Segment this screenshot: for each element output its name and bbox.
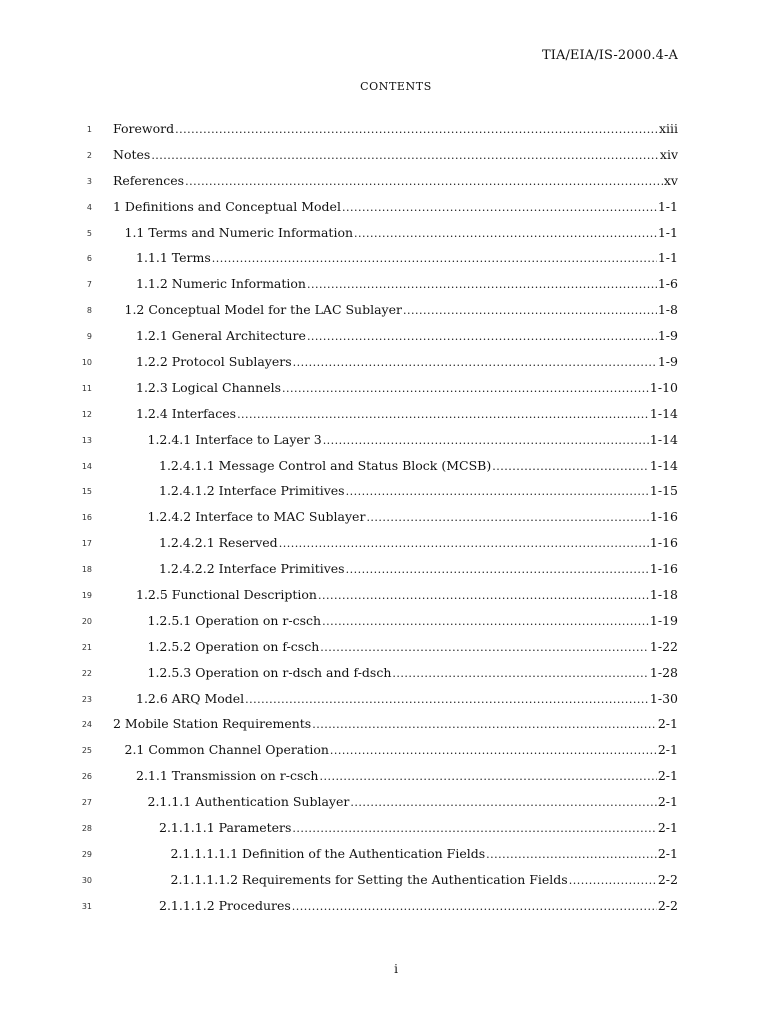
dot-leader <box>366 511 648 524</box>
toc-entry[interactable] <box>136 406 678 421</box>
toc-row <box>0 401 768 427</box>
toc-row <box>0 660 768 686</box>
toc-entry[interactable] <box>136 768 678 783</box>
toc-row <box>0 504 768 530</box>
toc-entry-title: Notes <box>113 146 151 162</box>
line-number: 2 <box>86 150 92 160</box>
toc-entry[interactable] <box>159 898 678 913</box>
line-number: 3 <box>86 176 92 186</box>
line-number: 27 <box>81 798 92 808</box>
toc-entry-title: 1.2.4.1.2 Interface Primitives <box>159 483 345 499</box>
toc-row <box>0 245 768 271</box>
toc-entry[interactable] <box>148 613 679 628</box>
toc-entry-page: 1-30 <box>649 690 678 706</box>
line-number: 10 <box>81 358 92 368</box>
dot-leader <box>307 330 657 343</box>
toc-entry-title: 1.2.4.1 Interface to Layer 3 <box>147 431 322 447</box>
line-number: 19 <box>81 591 92 601</box>
line-number: 13 <box>81 435 92 445</box>
toc-entry[interactable] <box>148 665 679 680</box>
toc-entry[interactable] <box>113 147 678 162</box>
toc-entry[interactable] <box>136 276 678 291</box>
toc-entry[interactable] <box>159 458 678 473</box>
dot-leader <box>312 718 657 731</box>
toc-row <box>0 478 768 504</box>
toc-entry[interactable] <box>136 354 678 369</box>
dot-leader <box>175 123 658 136</box>
toc-row <box>0 194 768 220</box>
toc-row <box>0 893 768 919</box>
line-number: 31 <box>81 901 92 911</box>
dot-leader <box>282 382 649 395</box>
toc-row <box>0 453 768 479</box>
dot-leader <box>320 641 649 654</box>
toc-entry[interactable] <box>113 199 678 214</box>
toc-entry-title: 1.2.5.1 Operation on r-csch <box>147 612 322 628</box>
toc-entry-title: 2.1 Common Channel Operation <box>124 742 329 758</box>
line-number: 20 <box>81 616 92 626</box>
line-number: 5 <box>86 228 92 238</box>
toc-entry-title: 2 Mobile Station Requirements <box>113 716 312 732</box>
toc-entry-page: 1-9 <box>657 354 678 370</box>
dot-leader <box>318 589 649 602</box>
table-of-contents <box>0 116 768 919</box>
toc-entry-title: 1.2.5 Functional Description <box>136 587 317 603</box>
toc-entry-page: 1-16 <box>649 561 678 577</box>
dot-leader <box>392 667 649 680</box>
toc-entry-page: 2-1 <box>657 794 678 810</box>
toc-entry-page: 1-1 <box>657 250 678 266</box>
toc-entry[interactable] <box>136 691 678 706</box>
line-number: 28 <box>81 824 92 834</box>
toc-entry[interactable] <box>113 716 678 731</box>
line-number: 1 <box>86 125 92 134</box>
toc-entry-page: 2-2 <box>657 871 678 887</box>
page-number-footer: i <box>394 962 398 976</box>
toc-entry-title: 1.2.4.1.1 Message Control and Status Block (MCSB) <box>159 457 492 473</box>
page-title: CONTENTS <box>360 80 432 93</box>
toc-entry-page: 1-6 <box>657 276 678 292</box>
toc-entry-page: 1-15 <box>649 483 678 499</box>
toc-entry-page: 2-1 <box>657 716 678 732</box>
line-number: 30 <box>81 875 92 885</box>
line-number: 29 <box>81 849 92 859</box>
dot-leader <box>330 744 657 757</box>
toc-entry-page: 2-1 <box>657 845 678 861</box>
toc-entry-title: 1.2.4 Interfaces <box>136 405 237 421</box>
dot-leader <box>292 900 657 913</box>
toc-entry[interactable] <box>148 509 679 524</box>
toc-entry-title: 1.2.5.3 Operation on r-dsch and f-dsch <box>147 664 392 680</box>
document-header-id: TIA/EIA/IS-2000.4-A <box>541 48 678 63</box>
line-number: 15 <box>81 487 92 497</box>
toc-entry-page: 1-22 <box>649 638 678 654</box>
toc-entry-page: 1-1 <box>657 198 678 214</box>
dot-leader <box>492 460 649 473</box>
toc-entry-page: 2-1 <box>657 820 678 836</box>
toc-row <box>0 686 768 712</box>
toc-entry[interactable] <box>113 121 678 136</box>
dot-leader <box>307 278 657 291</box>
toc-entry[interactable] <box>148 794 679 809</box>
toc-row <box>0 789 768 815</box>
line-number: 17 <box>81 539 92 549</box>
line-number: 22 <box>81 668 92 678</box>
toc-row <box>0 711 768 737</box>
toc-entry-title: 1.2.4.2 Interface to MAC Sublayer <box>147 509 366 525</box>
toc-entry-page: 2-2 <box>657 897 678 913</box>
toc-row <box>0 737 768 763</box>
toc-row <box>0 608 768 634</box>
dot-leader <box>354 227 657 240</box>
line-number: 18 <box>81 565 92 575</box>
toc-entry[interactable] <box>125 225 679 240</box>
line-number: 6 <box>86 254 92 264</box>
toc-entry-title: 1.2.5.2 Operation on f-csch <box>147 638 320 654</box>
dot-leader <box>346 563 649 576</box>
toc-entry-title: 2.1.1.1.1.1 Definition of the Authentication Fields <box>170 845 486 861</box>
toc-entry-title: 2.1.1.1.2 Procedures <box>159 897 291 913</box>
toc-row <box>0 375 768 401</box>
toc-row <box>0 582 768 608</box>
toc-row <box>0 634 768 660</box>
toc-entry-page: 1-18 <box>649 587 678 603</box>
line-number: 9 <box>86 332 92 342</box>
line-number: 4 <box>86 202 92 212</box>
line-number: 23 <box>81 694 92 704</box>
toc-entry-page: 1-8 <box>657 302 678 318</box>
toc-entry[interactable] <box>125 302 679 317</box>
toc-entry-title: 1.2.1 General Architecture <box>136 328 306 344</box>
toc-entry[interactable] <box>159 535 678 550</box>
dot-leader <box>279 537 649 550</box>
toc-entry-page: 1-10 <box>649 379 678 395</box>
toc-entry-title: 2.1.1.1 Authentication Sublayer <box>147 794 350 810</box>
toc-row <box>0 349 768 375</box>
dot-leader <box>569 874 657 887</box>
dot-leader <box>322 615 649 628</box>
toc-entry-title: 1.2 Conceptual Model for the LAC Sublayer <box>124 302 402 318</box>
line-number: 16 <box>81 513 92 523</box>
toc-entry[interactable] <box>125 742 679 757</box>
dot-leader <box>185 175 663 188</box>
toc-entry-title: 1.2.3 Logical Channels <box>136 379 282 395</box>
line-number: 11 <box>81 383 92 393</box>
toc-row <box>0 556 768 582</box>
toc-row <box>0 271 768 297</box>
toc-entry-title: References <box>113 172 185 188</box>
toc-entry-page: xiv <box>659 146 678 162</box>
toc-entry[interactable] <box>159 820 678 835</box>
dot-leader <box>486 848 657 861</box>
toc-entry-title: Foreword <box>113 121 175 136</box>
dot-leader <box>323 434 649 447</box>
dot-leader <box>151 149 659 162</box>
toc-entry-page: 2-1 <box>657 742 678 758</box>
toc-entry-title: 1.1.2 Numeric Information <box>136 276 306 292</box>
line-number: 8 <box>86 306 92 316</box>
line-number: 26 <box>81 772 92 782</box>
toc-row <box>0 841 768 867</box>
toc-entry-title: 1 Definitions and Conceptual Model <box>113 198 341 214</box>
toc-entry-page: 1-14 <box>649 431 678 447</box>
dot-leader <box>350 796 657 809</box>
toc-entry-title: 1.1.1 Terms <box>136 250 211 266</box>
toc-entry-title: 1.2.6 ARQ Model <box>136 690 245 706</box>
toc-entry[interactable] <box>113 173 678 188</box>
toc-entry-page: 1-1 <box>657 224 678 240</box>
line-number: 7 <box>86 280 92 290</box>
toc-row <box>0 116 768 142</box>
toc-entry-page: 1-14 <box>649 405 678 421</box>
toc-entry-page: xiii <box>658 121 678 136</box>
toc-row <box>0 867 768 893</box>
toc-entry[interactable] <box>171 846 679 861</box>
toc-entry-page: 1-14 <box>649 457 678 473</box>
toc-entry-title: 1.1 Terms and Numeric Information <box>124 224 354 240</box>
toc-entry[interactable] <box>136 250 678 265</box>
toc-row <box>0 168 768 194</box>
toc-entry[interactable] <box>171 872 679 887</box>
toc-entry[interactable] <box>148 639 679 654</box>
toc-entry-title: 2.1.1.1.1 Parameters <box>159 820 292 836</box>
dot-leader <box>346 485 649 498</box>
toc-entry-title: 2.1.1 Transmission on r-csch <box>136 768 319 784</box>
line-number: 21 <box>81 642 92 652</box>
dot-leader <box>342 201 657 214</box>
toc-row <box>0 323 768 349</box>
dot-leader <box>293 356 657 369</box>
toc-row <box>0 427 768 453</box>
dot-leader <box>245 693 649 706</box>
toc-entry-page: 1-9 <box>657 328 678 344</box>
toc-entry-title: 1.2.4.2.1 Reserved <box>159 535 278 551</box>
dot-leader <box>212 252 657 265</box>
toc-row <box>0 763 768 789</box>
toc-row <box>0 297 768 323</box>
dot-leader <box>292 822 656 835</box>
toc-entry[interactable] <box>136 587 678 602</box>
dot-leader <box>237 408 649 421</box>
line-number: 14 <box>81 461 92 471</box>
line-number: 25 <box>81 746 92 756</box>
toc-entry-page: 2-1 <box>657 768 678 784</box>
toc-entry-page: 1-28 <box>649 664 678 680</box>
toc-row <box>0 815 768 841</box>
toc-entry[interactable] <box>136 328 678 343</box>
toc-entry-page: 1-16 <box>649 535 678 551</box>
dot-leader <box>403 304 657 317</box>
toc-entry[interactable] <box>148 432 679 447</box>
toc-entry[interactable] <box>159 483 678 498</box>
toc-entry-page: xv <box>663 172 678 188</box>
toc-entry-title: 1.2.2 Protocol Sublayers <box>136 354 292 370</box>
toc-row <box>0 142 768 168</box>
toc-entry-page: 1-19 <box>649 612 678 628</box>
toc-row <box>0 530 768 556</box>
toc-row <box>0 220 768 246</box>
toc-entry-title: 2.1.1.1.1.2 Requirements for Setting the Authentication Fields <box>170 871 568 887</box>
line-number: 24 <box>81 720 92 730</box>
dot-leader <box>319 770 656 783</box>
line-number: 12 <box>81 409 92 419</box>
toc-entry-title: 1.2.4.2.2 Interface Primitives <box>159 561 345 577</box>
toc-entry-page: 1-16 <box>649 509 678 525</box>
toc-entry[interactable] <box>136 380 678 395</box>
toc-entry[interactable] <box>159 561 678 576</box>
